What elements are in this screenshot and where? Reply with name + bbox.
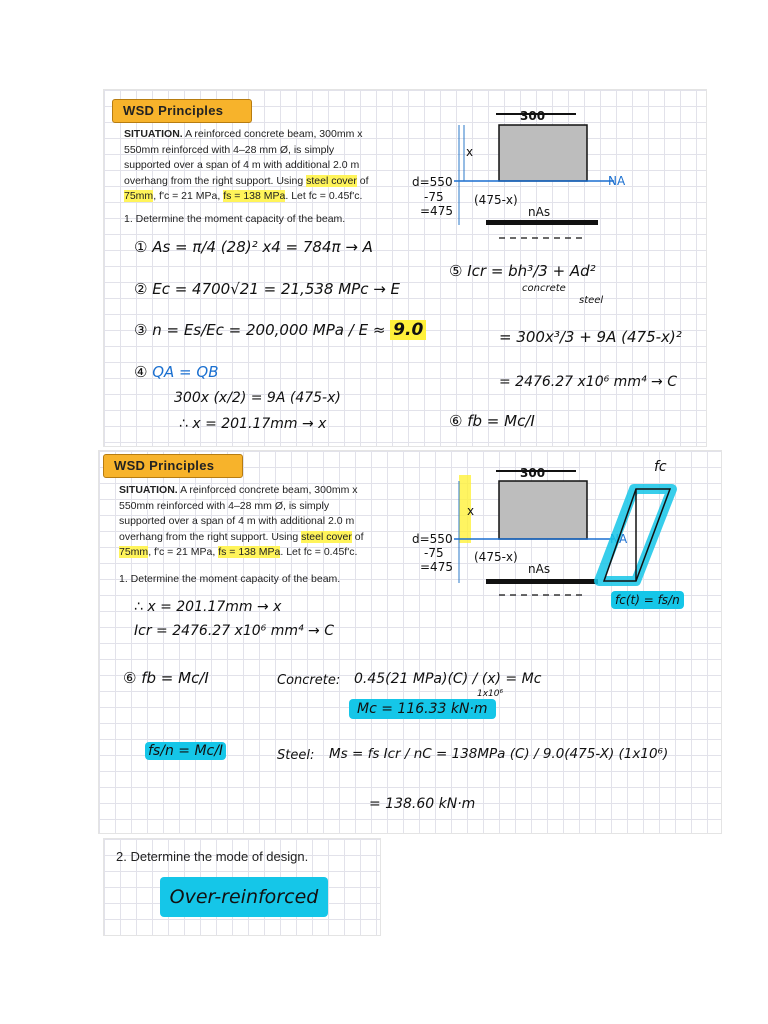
- highlight-75mm: 75mm: [124, 190, 154, 203]
- width-label: 300: [520, 109, 546, 123]
- step-4-result: ∴ x = 201.17mm → x: [179, 416, 327, 432]
- step-4-equality: QA = QB: [152, 363, 219, 381]
- n-value: 9.0: [390, 320, 426, 340]
- step-2-ec: ② Ec = 4700√21 = 21,538 MPc → E: [134, 280, 401, 298]
- icr-result: Icr = 2476.27 x10⁶ mm⁴ → C: [134, 623, 335, 639]
- step-4: [134, 363, 219, 381]
- question-1: 1. Determine the moment capacity of the beam.: [124, 213, 346, 225]
- section-banner: WSD Principles: [103, 454, 243, 478]
- nas-label: nAs: [528, 205, 551, 219]
- highlight-75mm: 75mm: [119, 546, 149, 559]
- fc-t-equation: fc(t) = fs/n: [611, 591, 684, 609]
- notes-panel-3: [103, 838, 381, 936]
- x-label: x: [467, 504, 475, 518]
- situation-head: SITUATION.: [124, 128, 183, 140]
- situation-part: , f'c = 21 MPa,: [153, 190, 224, 203]
- d-label: d=550: [412, 532, 453, 546]
- beam-diagram-2: [404, 461, 704, 611]
- situation-text: [119, 483, 377, 561]
- step-5-icr: ⑤ Icr = bh³/3 + Ad²: [449, 262, 596, 280]
- bracket-label: (475-x): [474, 550, 518, 564]
- bracket-label: (475-x): [474, 193, 518, 207]
- steel-bar: [486, 579, 598, 584]
- cover-label: -75: [424, 546, 444, 560]
- step-3-expr: ③ n = Es/Ec = 200,000 MPa / E ≈: [134, 321, 391, 339]
- notes-panel-1: [103, 89, 707, 447]
- d-value: =475: [420, 560, 453, 574]
- question-2: 2. Determine the mode of design.: [116, 849, 309, 864]
- compression-zone: [499, 125, 587, 181]
- na-label: NA: [610, 532, 628, 546]
- step-3-n: [134, 320, 426, 340]
- d-value: =475: [420, 204, 453, 218]
- width-label: 300: [520, 466, 546, 480]
- step-5-concrete-note: concrete: [522, 283, 566, 294]
- d-label: d=550: [412, 175, 453, 189]
- step-1-as: ① As = π/4 (28)² x4 = 784π → A: [134, 238, 373, 256]
- step-5-equation: = 300x³/3 + 9A (475-x)²: [499, 328, 682, 346]
- notes-panel-2: [98, 450, 722, 834]
- fs-over-n-equation: [145, 743, 226, 759]
- fs-over-n: fs/n = Mc/I: [145, 742, 226, 760]
- situation-part: of: [356, 174, 369, 187]
- concrete-unit: 1x10⁶: [477, 689, 504, 699]
- situation-part: A reinforced concrete beam, 300mm x 550mm reinforced with 4–28 mm Ø, is simply supported over a span of 4 m with additional 2.0 m overhang from the right support. Using: [119, 484, 358, 543]
- steel-bar: [486, 220, 598, 225]
- situation-part: of: [351, 530, 364, 543]
- x-label: x: [466, 145, 474, 159]
- cover-label: -75: [424, 190, 444, 204]
- steel-equation: Ms = fs Icr / nC = 138MPa (C) / 9.0(475-X) (1x10⁶): [329, 746, 669, 762]
- section-banner: WSD Principles: [112, 99, 252, 123]
- fc-label: fc: [654, 459, 667, 475]
- beam-diagram-1: [404, 100, 704, 250]
- design-mode-answer: Over-reinforced: [160, 877, 328, 917]
- highlight-cover: steel cover: [301, 530, 352, 543]
- concrete-label: Concrete:: [277, 673, 341, 688]
- highlight-fs: fs = 138 MPa: [223, 190, 286, 203]
- steel-label: Steel:: [277, 748, 315, 763]
- situation-part: . Let fc = 0.45f'c.: [280, 546, 358, 559]
- concrete-equation: 0.45(21 MPa)(C) / (x) = Mc: [354, 671, 542, 687]
- step-6: ⑥ fb = Mc/I: [123, 669, 209, 687]
- highlight-cover: steel cover: [306, 174, 357, 187]
- situation-head: SITUATION.: [119, 484, 178, 496]
- step-5-steel-note: steel: [579, 295, 604, 306]
- concrete-moment-result: Mc = 116.33 kN·m: [349, 699, 496, 719]
- highlight-fs: fs = 138 MPa: [218, 546, 281, 559]
- situation-part: A reinforced concrete beam, 300mm x 550mm reinforced with 4–28 mm Ø, is simply supported over a span of 4 m with additional 2.0 m overhang from the right support. Using: [124, 128, 363, 187]
- step-6: ⑥ fb = Mc/I: [449, 412, 535, 430]
- nas-label: nAs: [528, 562, 551, 576]
- compression-zone: [499, 481, 587, 539]
- step-4-num: ④: [134, 363, 153, 381]
- situation-part: . Let fc = 0.45f'c.: [285, 190, 363, 203]
- question-1: 1. Determine the moment capacity of the beam.: [119, 573, 341, 585]
- situation-part: , f'c = 21 MPa,: [148, 546, 219, 559]
- steel-moment-result: = 138.60 kN·m: [369, 796, 476, 812]
- na-label: NA: [608, 174, 626, 188]
- step-4-equation: 300x (x/2) = 9A (475-x): [174, 390, 341, 406]
- x-result: ∴ x = 201.17mm → x: [134, 599, 282, 615]
- situation-text: [124, 127, 382, 205]
- step-5-result: = 2476.27 x10⁶ mm⁴ → C: [499, 374, 677, 390]
